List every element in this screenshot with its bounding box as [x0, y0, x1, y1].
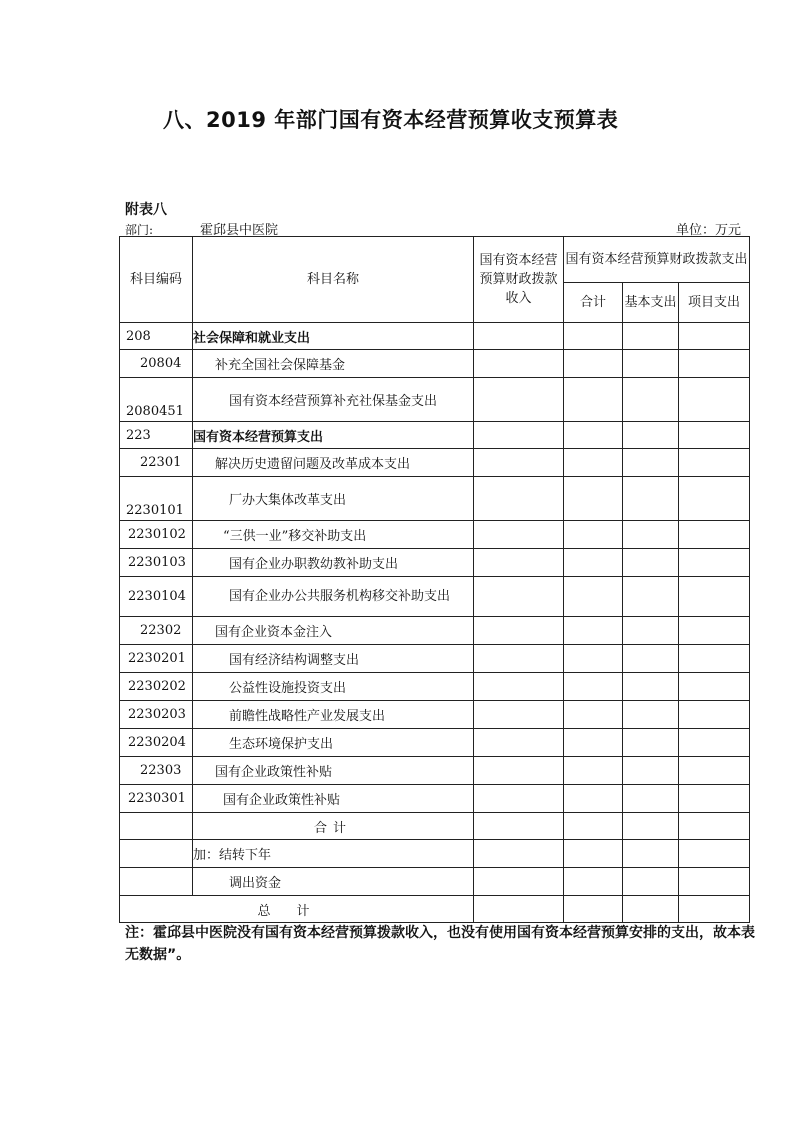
department-name: 霍邱县中医院: [200, 223, 279, 238]
page-title: 八、2019 年部门国有资本经营预算收支预算表: [163, 108, 619, 132]
header-project: 项目支出: [679, 283, 750, 323]
table-row: [120, 477, 750, 521]
row-name: 解决历史遗留问题及改革成本支出: [193, 449, 474, 477]
row-name: 生态环境保护支出: [193, 729, 474, 757]
row-name: 国有企业办公共服务机构移交补助支出: [193, 577, 474, 617]
row-code: 20804: [120, 350, 193, 378]
row-name: 国有企业政策性补贴: [193, 785, 474, 813]
row-name: 厂办大集体改革支出: [193, 477, 474, 521]
table-row: [120, 378, 750, 422]
row-name: 国有经济结构调整支出: [193, 645, 474, 673]
header-expense-group: 国有资本经营预算财政拨款支出: [564, 237, 750, 283]
budget-table: [119, 236, 750, 923]
table-row: [120, 617, 750, 645]
header-total: 合计: [564, 283, 623, 323]
row-code: 2230102: [120, 521, 193, 549]
table-row: [120, 521, 750, 549]
row-name: 国有资本经营预算补充社保基金支出: [193, 378, 474, 422]
table-row: [120, 729, 750, 757]
row-code: 208: [120, 323, 193, 350]
header-name: 科目名称: [193, 237, 474, 323]
table-row: [120, 701, 750, 729]
row-name: 国有企业资本金注入: [193, 617, 474, 645]
header-income: 国有资本经营预算财政拨款收入: [474, 237, 564, 323]
header-code: 科目编码: [120, 237, 193, 323]
unit-label: 单位：万元: [676, 223, 742, 238]
department-label: 部门:: [125, 223, 154, 237]
carry-forward-row: [120, 840, 750, 868]
header-basic: 基本支出: [623, 283, 679, 323]
row-code: 2230203: [120, 701, 193, 729]
row-code: 2230202: [120, 673, 193, 701]
row-name: “三供一业”移交补助支出: [193, 521, 474, 549]
transfer-out-row: [120, 868, 750, 896]
table-row: [120, 422, 750, 449]
row-name: 补充全国社会保障基金: [193, 350, 474, 378]
row-code: 2230201: [120, 645, 193, 673]
row-name: 前瞻性战略性产业发展支出: [193, 701, 474, 729]
carry-forward-label: 加：结转下年: [193, 840, 474, 868]
footnote: 注：霍邱县中医院没有国有资本经营预算拨款收入，也没有使用国有资本经营预算安排的支出，故本表无数据”。: [125, 925, 755, 963]
row-name: 公益性设施投资支出: [193, 673, 474, 701]
row-code: 22303: [120, 757, 193, 785]
row-code: 223: [120, 422, 193, 449]
transfer-out-label: 调出资金: [193, 868, 474, 896]
table-row: [120, 673, 750, 701]
table-row: [120, 645, 750, 673]
row-code: 2230204: [120, 729, 193, 757]
table-row: [120, 785, 750, 813]
appendix-label: 附表八: [125, 202, 167, 218]
row-name: 国有企业办职教幼教补助支出: [193, 549, 474, 577]
row-code: 22302: [120, 617, 193, 645]
row-code: 2230101: [120, 477, 193, 521]
subtotal-label: 合计: [193, 813, 474, 840]
row-code: 2230301: [120, 785, 193, 813]
row-code: 2230104: [120, 577, 193, 617]
table-row: [120, 577, 750, 617]
table-row: [120, 449, 750, 477]
grand-total-label: 总计: [120, 896, 474, 923]
row-name: 国有企业政策性补贴: [193, 757, 474, 785]
row-name: 社会保障和就业支出: [193, 323, 474, 350]
table-row: [120, 323, 750, 350]
row-code: 22301: [120, 449, 193, 477]
row-code: 2080451: [120, 378, 193, 422]
subtotal-row: [120, 813, 750, 840]
table-row: [120, 757, 750, 785]
row-name: 国有资本经营预算支出: [193, 422, 474, 449]
grand-total-row: [120, 896, 750, 923]
table-row: [120, 549, 750, 577]
row-code: 2230103: [120, 549, 193, 577]
table-row: [120, 350, 750, 378]
